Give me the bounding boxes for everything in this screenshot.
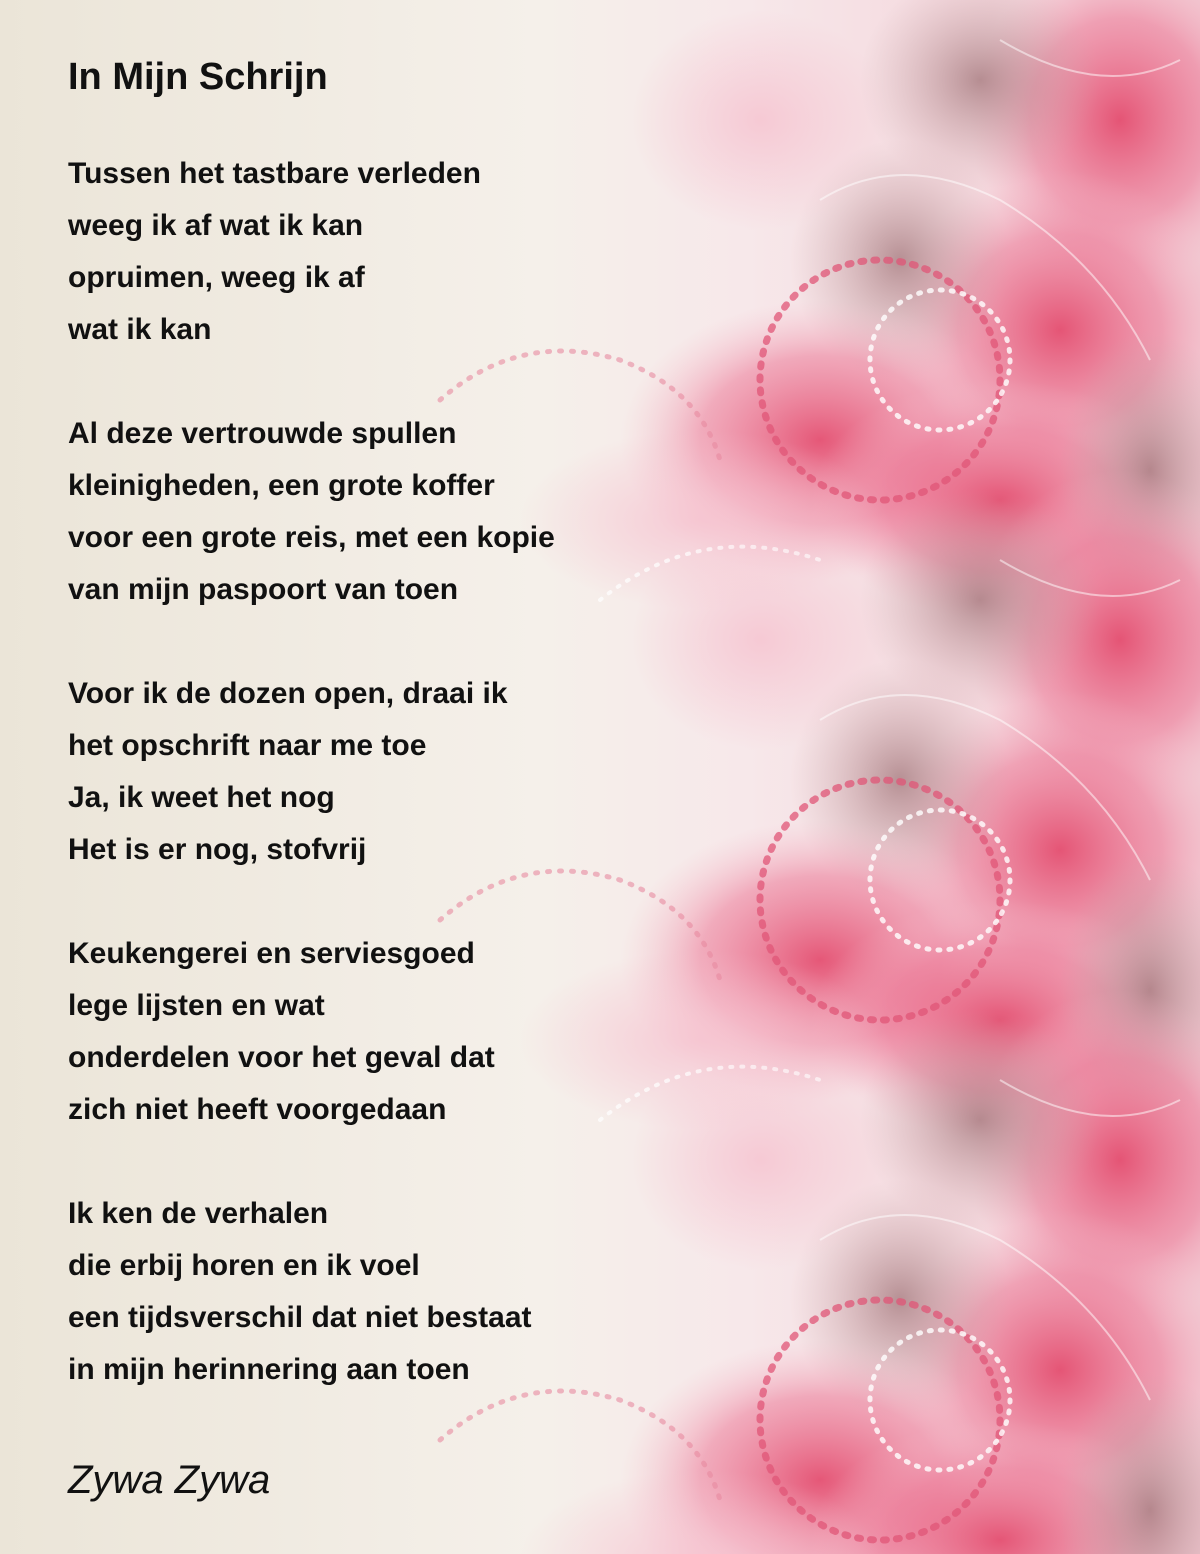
poem-line: in mijn herinnering aan toen	[68, 1353, 470, 1386]
poem-line: van mijn paspoort van toen	[68, 573, 459, 606]
stanza-2	[68, 408, 555, 616]
poem-line: kleinigheden, een grote koffer	[68, 469, 495, 502]
poem-line: opruimen, weeg ik af	[68, 261, 365, 294]
poem-line: zich niet heeft voorgedaan	[68, 1093, 447, 1126]
poem-line: Keukengerei en serviesgoed	[68, 937, 475, 970]
poem-line: Ik ken de verhalen	[68, 1197, 329, 1230]
poem-line: Al deze vertrouwde spullen	[68, 417, 457, 450]
poem-line: weeg ik af wat ik kan	[68, 209, 364, 242]
stanza-4	[68, 928, 495, 1136]
poem-author: Zywa Zywa	[68, 1458, 271, 1502]
poem-line: Voor ik de dozen open, draai ik	[68, 677, 508, 710]
poem-line: het opschrift naar me toe	[68, 729, 427, 762]
poem-title: In Mijn Schrijn	[68, 56, 328, 98]
poem-line: die erbij horen en ik voel	[68, 1249, 420, 1282]
poem-line: Tussen het tastbare verleden	[68, 157, 481, 190]
poem-line: onderdelen voor het geval dat	[68, 1041, 495, 1074]
poem-line: Het is er nog, stofvrij	[68, 833, 367, 866]
stanza-5	[68, 1188, 532, 1396]
poem-line: een tijdsverschil dat niet bestaat	[68, 1301, 532, 1334]
stanza-3	[68, 668, 508, 876]
poem-line: lege lijsten en wat	[68, 989, 325, 1022]
poem-line: voor een grote reis, met een kopie	[68, 521, 555, 554]
poem-line: Ja, ik weet het nog	[68, 781, 335, 814]
poem-line: wat ik kan	[68, 313, 212, 346]
stanza-1	[68, 148, 481, 356]
